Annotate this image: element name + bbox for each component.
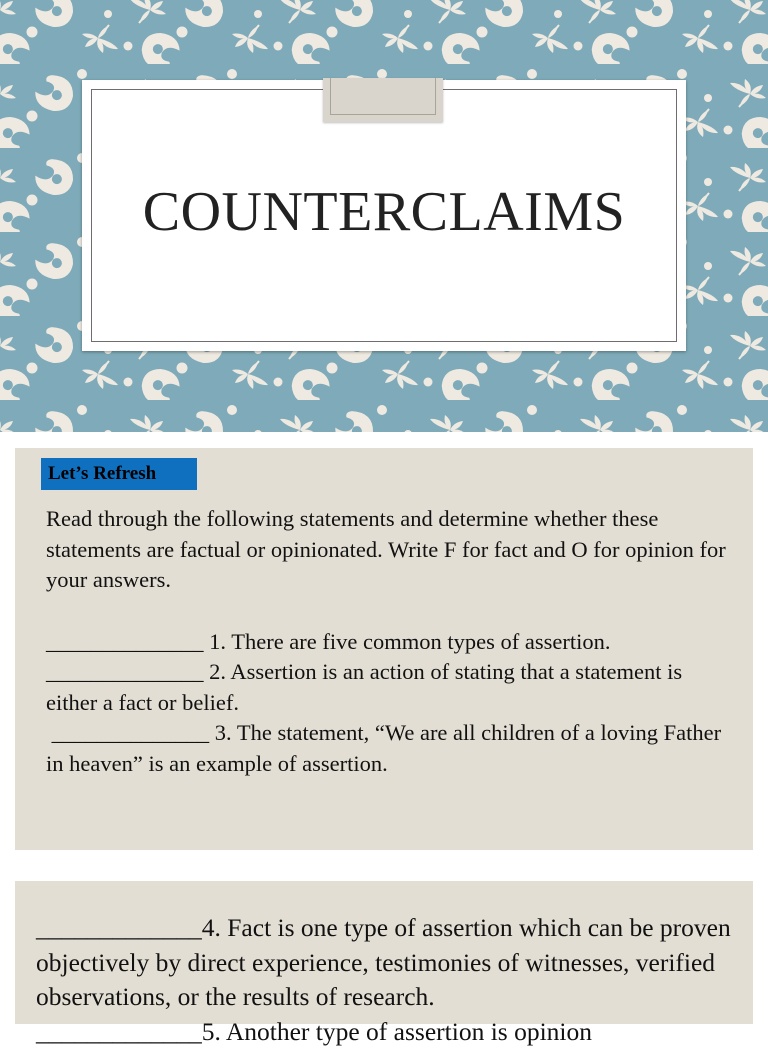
answer-blank-3: ______________ bbox=[46, 720, 209, 745]
statement-text-3: 3. The statement, “We are all children of a loving Father in heaven” is an example of assertion. bbox=[46, 720, 727, 776]
statement-item-2 bbox=[46, 657, 726, 718]
refresh-slide-body bbox=[46, 504, 726, 779]
answer-blank-2: ______________ bbox=[46, 659, 204, 684]
answer-blank-4: _____________ bbox=[36, 913, 202, 942]
statement-text-4: 4. Fact is one type of assertion which can be proven objectively by direct experience, testimonies of witnesses, verified observations, or the results of research. bbox=[36, 913, 731, 1011]
title-card-tab-border bbox=[330, 78, 436, 115]
statement-text-5: 5. Another type of assertion is opinion bbox=[202, 1017, 592, 1046]
statement-item-1 bbox=[46, 627, 726, 658]
continuation-slide bbox=[15, 881, 753, 1024]
statement-text-1: 1. There are five common types of assertion. bbox=[204, 629, 611, 654]
statement-item-4 bbox=[36, 911, 736, 1015]
instructions-paragraph: Read through the following statements and determine whether these statements are factual or opinionated. Write F for fact and O for opinion for your answers. bbox=[46, 504, 726, 596]
title-slide bbox=[0, 0, 768, 432]
statement-item-3 bbox=[46, 718, 726, 779]
statement-item-5 bbox=[36, 1015, 736, 1049]
title-card-tab bbox=[323, 78, 443, 122]
answer-blank-5: _____________ bbox=[36, 1017, 202, 1046]
statement-text-2: 2. Assertion is an action of stating that a statement is either a fact or belief. bbox=[46, 659, 682, 715]
paragraph-gap bbox=[46, 596, 726, 627]
answer-blank-1: ______________ bbox=[46, 629, 204, 654]
title-card bbox=[82, 80, 686, 351]
refresh-slide bbox=[15, 448, 753, 850]
continuation-slide-body bbox=[36, 911, 736, 1049]
slide-title: COUNTERCLAIMS bbox=[82, 180, 686, 244]
lets-refresh-badge: Let’s Refresh bbox=[41, 458, 197, 490]
